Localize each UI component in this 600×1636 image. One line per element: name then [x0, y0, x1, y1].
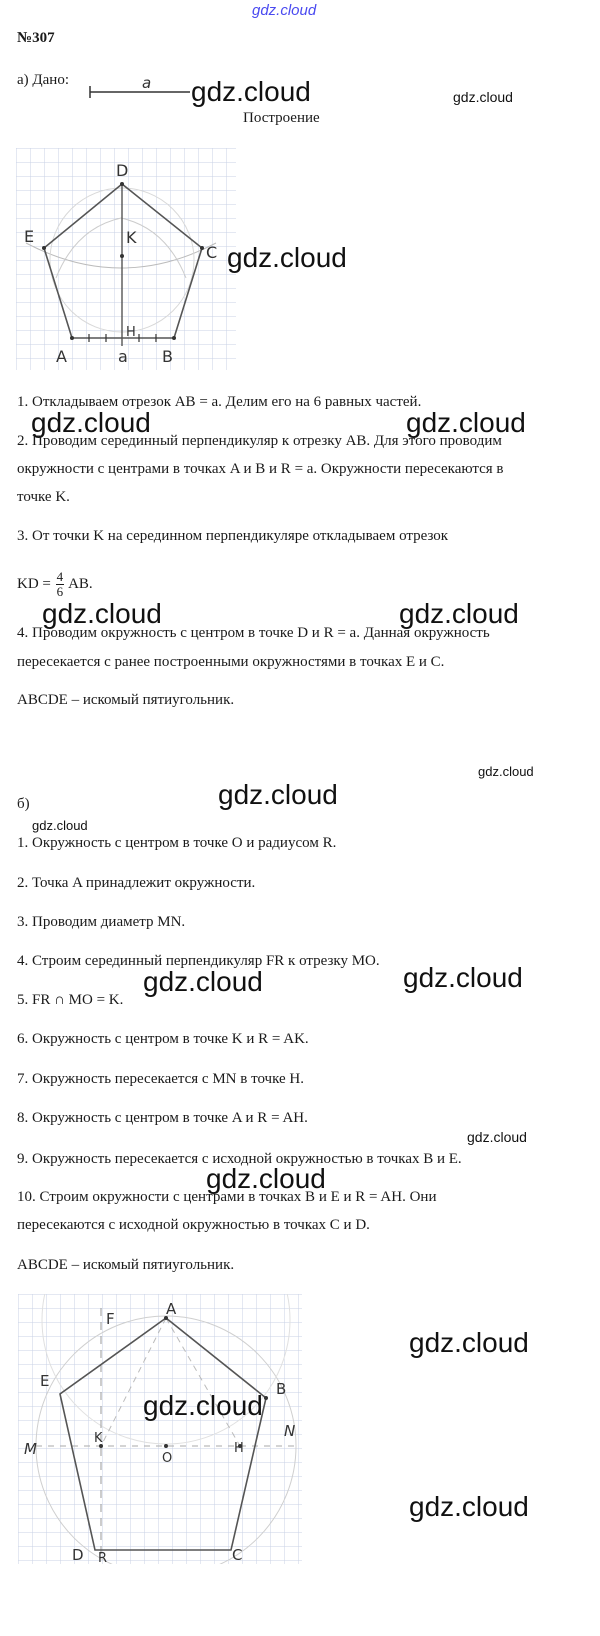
step-b-1: 1. Окружность с центром в точке O и радиусом R.	[17, 835, 337, 851]
label-O: O	[162, 1451, 173, 1466]
result-b: ABCDE – искомый пятиугольник.	[17, 1257, 235, 1273]
formula-den: 6	[56, 584, 64, 599]
step-a-2-end: точке K.	[17, 489, 70, 505]
part-b-label: б)	[17, 796, 30, 812]
step-a-2: 2. Проводим серединный перпендикуляр к отрезку AB. Для этого проводим	[17, 433, 502, 449]
formula-kd	[17, 570, 93, 599]
formula-num: 4	[56, 569, 64, 584]
step-b-8: 8. Окружность с центром в точке A и R = AH.	[17, 1110, 308, 1126]
watermark: gdz.cloud	[143, 1390, 263, 1421]
watermark-top: gdz.cloud	[252, 2, 317, 19]
step-b-4: 4. Строим серединный перпендикуляр FR к отрезку MO.	[17, 953, 380, 969]
label-N: N	[284, 1422, 296, 1440]
label-F: F	[106, 1310, 115, 1328]
formula-fraction	[56, 570, 65, 599]
figure-a-pentagon	[16, 148, 236, 370]
label-a: a	[118, 347, 128, 366]
step-b-7: 7. Окружность пересекается с MN в точке H.	[17, 1071, 305, 1087]
label-B: B	[162, 347, 173, 366]
watermark: gdz.cloud	[32, 818, 88, 833]
step-a-2-cont: окружности с центрами в точках A и B и R = a. Окружности пересекаются в	[17, 461, 504, 477]
watermark: gdz.cloud	[453, 89, 513, 105]
given-segment	[86, 74, 196, 100]
label-C: C	[206, 243, 218, 262]
watermark: gdz.cloud	[406, 407, 526, 438]
label-A: A	[56, 347, 67, 366]
step-b-9: 9. Окружность пересекается с исходной окружностью в точках B и E.	[17, 1151, 462, 1167]
step-b-5: 5. FR ∩ MO = K.	[17, 992, 124, 1008]
step-a-4-cont: пересекается с ранее построенными окружностями в точках E и C.	[17, 654, 445, 670]
watermark: gdz.cloud	[31, 407, 151, 438]
label-E: E	[40, 1372, 50, 1390]
step-b-2: 2. Точка A принадлежит окружности.	[17, 875, 256, 891]
label-K: K	[126, 228, 137, 247]
step-b-3: 3. Проводим диаметр MN.	[17, 914, 186, 930]
watermark: gdz.cloud	[143, 966, 263, 997]
watermark: gdz.cloud	[409, 1491, 529, 1522]
step-a-3: 3. От точки K на серединном перпендикуляре откладываем отрезок	[17, 528, 449, 544]
result-a: ABCDE – искомый пятиугольник.	[17, 692, 235, 708]
given-label: а) Дано:	[17, 72, 69, 88]
label-M: M	[24, 1440, 37, 1458]
label-R: R	[98, 1551, 108, 1564]
label-K: K	[94, 1431, 103, 1446]
label-H: H	[234, 1441, 244, 1456]
label-D: D	[72, 1546, 84, 1564]
problem-number: №307	[17, 30, 55, 46]
step-b-10: 10. Строим окружности с центрами в точках B и E и R = AH. Они	[17, 1189, 437, 1205]
formula-rhs: AB.	[68, 575, 93, 592]
step-b-10-cont: пересекаются с исходной окружностью в точках C и D.	[17, 1217, 370, 1233]
formula-lhs: KD =	[17, 575, 51, 592]
figure-b-pentagon	[18, 1294, 302, 1564]
label-H: H	[126, 325, 136, 340]
watermark: gdz.cloud	[478, 764, 534, 779]
label-E: E	[24, 227, 35, 246]
construction-heading: Построение	[243, 110, 320, 126]
watermark: gdz.cloud	[42, 598, 162, 629]
step-a-4: 4. Проводим окружность с центром в точке D и R = a. Данная окружность	[17, 625, 490, 641]
watermark: gdz.cloud	[227, 242, 347, 273]
watermark: gdz.cloud	[206, 1163, 326, 1194]
label-C: C	[232, 1546, 243, 1564]
given-segment-label: a	[142, 74, 152, 92]
watermark: gdz.cloud	[467, 1129, 527, 1145]
label-A: A	[166, 1300, 177, 1318]
step-b-6: 6. Окружность с центром в точке K и R = AK.	[17, 1031, 309, 1047]
label-D: D	[116, 161, 129, 180]
step-a-1: 1. Откладываем отрезок AB = a. Делим его на 6 равных частей.	[17, 394, 422, 410]
watermark: gdz.cloud	[191, 76, 311, 107]
watermark: gdz.cloud	[403, 962, 523, 993]
label-B: B	[276, 1380, 287, 1398]
watermark: gdz.cloud	[399, 598, 519, 629]
watermark: gdz.cloud	[218, 779, 338, 810]
watermark: gdz.cloud	[409, 1327, 529, 1358]
